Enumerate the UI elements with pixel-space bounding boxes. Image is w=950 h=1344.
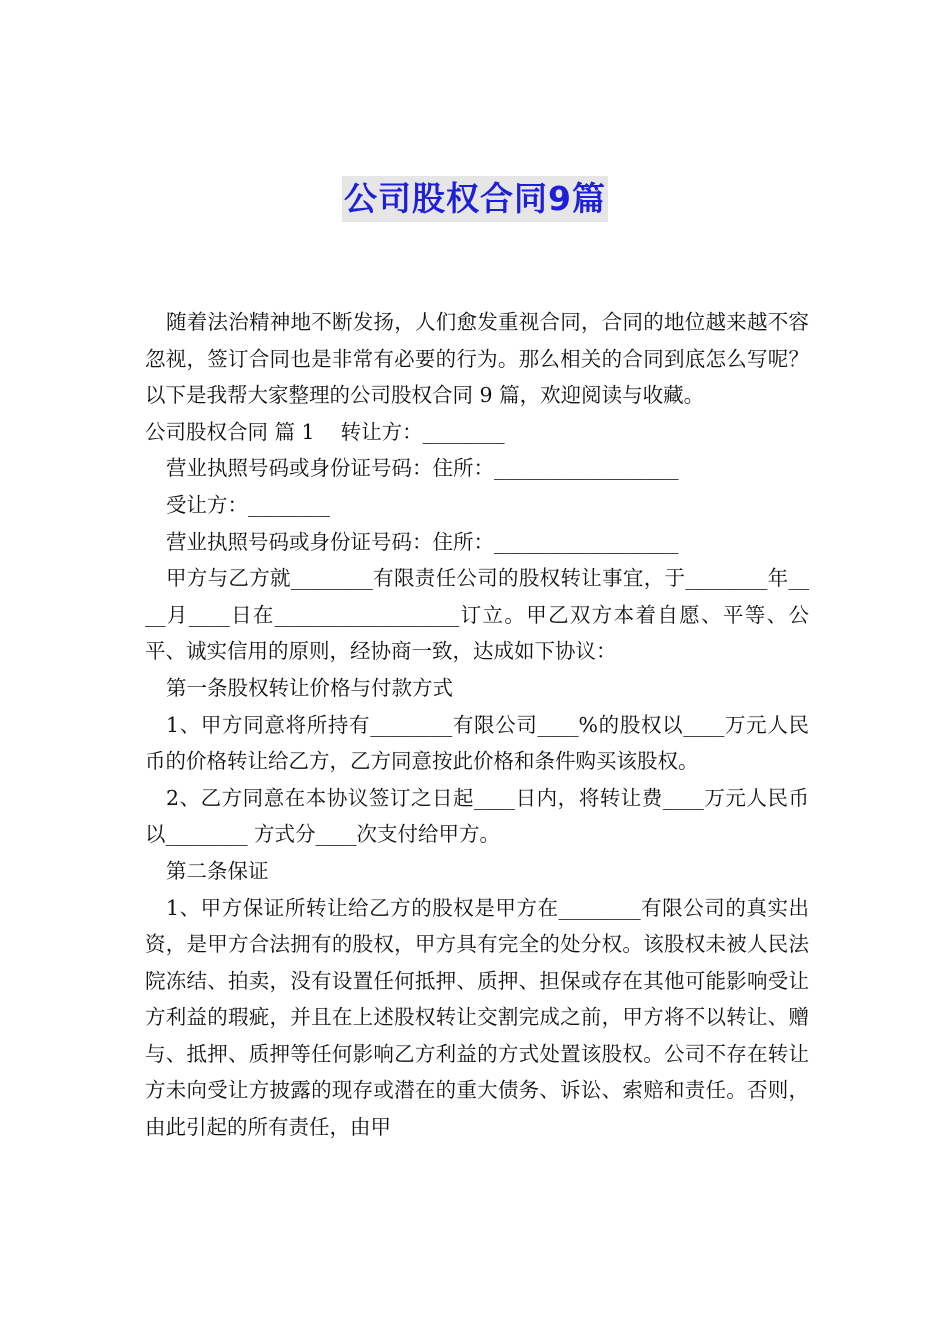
document-title: 公司股权合同9篇: [342, 176, 608, 222]
paragraph: 2、乙方同意在本协议签订之日起____日内，将转让费____万元人民币以________ 方式分____次支付给甲方。: [145, 785, 809, 847]
paragraph: 第二条保证: [166, 858, 269, 883]
paragraph: 营业执照号码或身份证号码：住所：__________________: [166, 529, 679, 554]
paragraph: 公司股权合同 篇 1 转让方：________: [145, 419, 505, 444]
paragraph: 甲方与乙方就________有限责任公司的股权转让事宜，于________年____月____日在__________________订立。甲乙双方本着自愿、平等、公平、诚实信用的原则，经协商一致，达成如下协议：: [145, 566, 809, 664]
paragraph: 随着法治精神地不断发扬，人们愈发重视合同，合同的地位越来越不容忽视，签订合同也是非常有必要的行为。那么相关的合同到底怎么写呢？以下是我帮大家整理的公司股权合同 9 篇，欢迎阅读与收藏。: [145, 310, 809, 408]
paragraph: 1、甲方保证所转让给乙方的股权是甲方在________有限公司的真实出资，是甲方合法拥有的股权，甲方具有完全的处分权。该股权未被人民法院冻结、拍卖，没有设置任何抵押、质押、担保或存在其他可能影响受让方利益的瑕疵，并且在上述股权转让交割完成之前，甲方将不以转让、赠与、抵押、质押等任何影响乙方利益的方式处置该股权。公司不存在转让方未向受让方披露的现存或潜在的重大债务、诉讼、索赔和责任。否则，由此引起的所有责任，由甲: [145, 895, 809, 1140]
paragraph: 第一条股权转让价格与付款方式: [166, 675, 453, 700]
paragraph: 1、甲方同意将所持有________有限公司____%的股权以____万元人民币的价格转让给乙方，乙方同意按此价格和条件购买该股权。: [145, 712, 809, 774]
paragraph: 受让方：________: [166, 492, 330, 517]
paragraph: 营业执照号码或身份证号码：住所：__________________: [166, 456, 679, 481]
document-body: [145, 304, 809, 1146]
title-block: [0, 176, 950, 222]
